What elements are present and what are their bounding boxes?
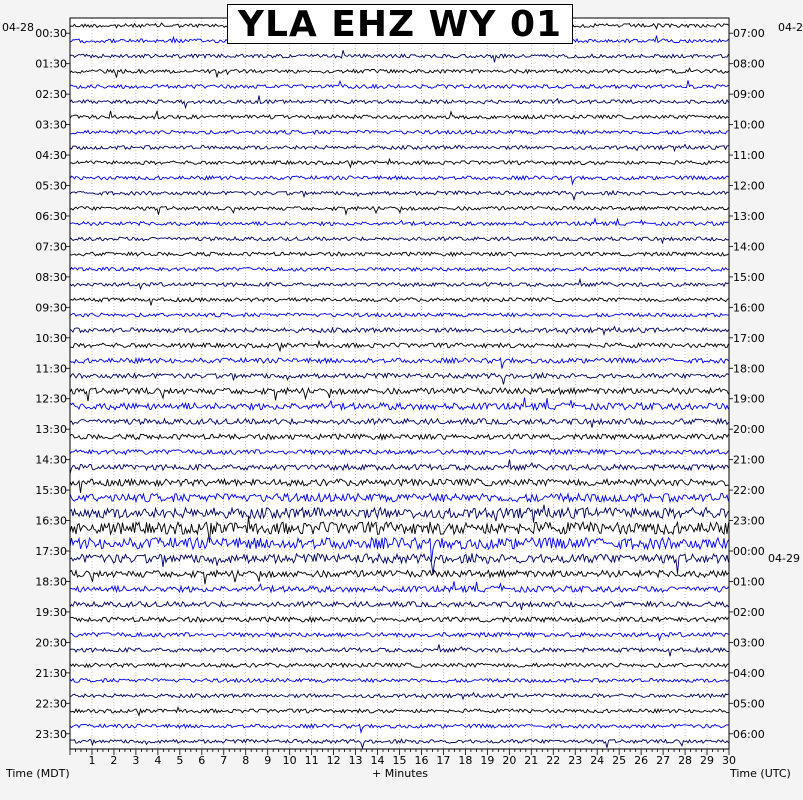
left-date-label: 04-28 (2, 21, 34, 34)
right-time-label: 00:00 (733, 545, 765, 559)
right-time-label: 21:00 (733, 453, 765, 467)
left-time-label: 17:30 (35, 545, 67, 559)
left-time-label: 22:30 (35, 697, 67, 711)
x-tick-label: 30 (722, 754, 736, 767)
right-date-label-top: 04-2 (778, 21, 803, 34)
right-time-label: 11:00 (733, 149, 765, 163)
left-time-label: 13:30 (35, 423, 67, 437)
x-tick-label: 24 (590, 754, 605, 767)
left-time-label: 16:30 (35, 514, 67, 528)
x-tick-label: 23 (568, 754, 583, 767)
x-tick-label: 18 (458, 754, 473, 767)
right-time-label: 20:00 (733, 423, 765, 437)
x-tick-label: 21 (524, 754, 539, 767)
x-tick-label: 12 (326, 754, 341, 767)
left-time-label: 00:30 (35, 27, 67, 41)
right-time-label: 06:00 (733, 727, 765, 741)
x-tick-label: 13 (348, 754, 363, 767)
x-tick-label: 27 (656, 754, 671, 767)
x-axis-label-left: Time (MDT) (6, 767, 70, 780)
left-time-label: 03:30 (35, 118, 67, 132)
x-tick-label: 25 (612, 754, 627, 767)
x-tick-label: 19 (480, 754, 495, 767)
left-time-label: 21:30 (35, 666, 67, 680)
left-time-label: 11:30 (35, 362, 67, 376)
x-tick-label: 1 (88, 754, 96, 767)
x-tick-label: 6 (198, 754, 206, 767)
left-time-label: 04:30 (35, 149, 67, 163)
right-time-label: 04:00 (733, 666, 765, 680)
x-tick-label: 28 (678, 754, 693, 767)
x-axis-label-center: + Minutes (372, 767, 429, 780)
x-axis-label-right: Time (UTC) (730, 767, 791, 780)
right-time-label: 13:00 (733, 209, 765, 223)
x-tick-label: 2 (110, 754, 118, 767)
right-time-label: 09:00 (733, 88, 765, 102)
left-time-label: 14:30 (35, 453, 67, 467)
x-tick-label: 14 (370, 754, 385, 767)
right-time-label: 22:00 (733, 484, 765, 498)
x-tick-label: 9 (264, 754, 272, 767)
right-time-label: 05:00 (733, 697, 765, 711)
x-tick-label: 11 (304, 754, 319, 767)
left-time-label: 08:30 (35, 270, 67, 284)
left-time-label: 05:30 (35, 179, 67, 193)
right-time-label: 16:00 (733, 301, 765, 315)
right-time-label: 03:00 (733, 636, 765, 650)
right-time-label: 17:00 (733, 331, 765, 345)
x-tick-label: 4 (154, 754, 162, 767)
left-time-label: 09:30 (35, 301, 67, 315)
right-time-label: 15:00 (733, 270, 765, 284)
x-tick-label: 20 (502, 754, 517, 767)
x-tick-label: 16 (414, 754, 429, 767)
x-tick-label: 22 (546, 754, 561, 767)
x-tick-label: 15 (392, 754, 407, 767)
right-time-label: 07:00 (733, 27, 765, 41)
left-time-label: 20:30 (35, 636, 67, 650)
right-time-label: 08:00 (733, 57, 765, 71)
right-time-label: 10:00 (733, 118, 765, 132)
left-time-label: 10:30 (35, 331, 67, 345)
left-time-label: 07:30 (35, 240, 67, 254)
x-tick-label: 26 (634, 754, 649, 767)
right-time-label: 12:00 (733, 179, 765, 193)
right-time-label: 19:00 (733, 392, 765, 406)
right-time-label: 18:00 (733, 362, 765, 376)
x-tick-label: 17 (436, 754, 451, 767)
left-time-label: 06:30 (35, 209, 67, 223)
right-time-label: 23:00 (733, 514, 765, 528)
left-time-label: 01:30 (35, 57, 67, 71)
right-date-label-mid: 04-29 (768, 552, 800, 565)
x-tick-label: 8 (242, 754, 250, 767)
left-time-label: 23:30 (35, 727, 67, 741)
right-time-label: 01:00 (733, 575, 765, 589)
right-time-label: 14:00 (733, 240, 765, 254)
x-tick-label: 5 (176, 754, 184, 767)
chart-title: YLA EHZ WY 01 (227, 4, 573, 44)
left-time-label: 19:30 (35, 605, 67, 619)
left-time-label: 15:30 (35, 484, 67, 498)
left-time-label: 02:30 (35, 88, 67, 102)
x-tick-label: 29 (700, 754, 715, 767)
left-time-label: 18:30 (35, 575, 67, 589)
x-tick-label: 7 (220, 754, 228, 767)
right-time-label: 02:00 (733, 605, 765, 619)
x-tick-label: 10 (282, 754, 297, 767)
left-time-label: 12:30 (35, 392, 67, 406)
x-tick-label: 3 (132, 754, 140, 767)
